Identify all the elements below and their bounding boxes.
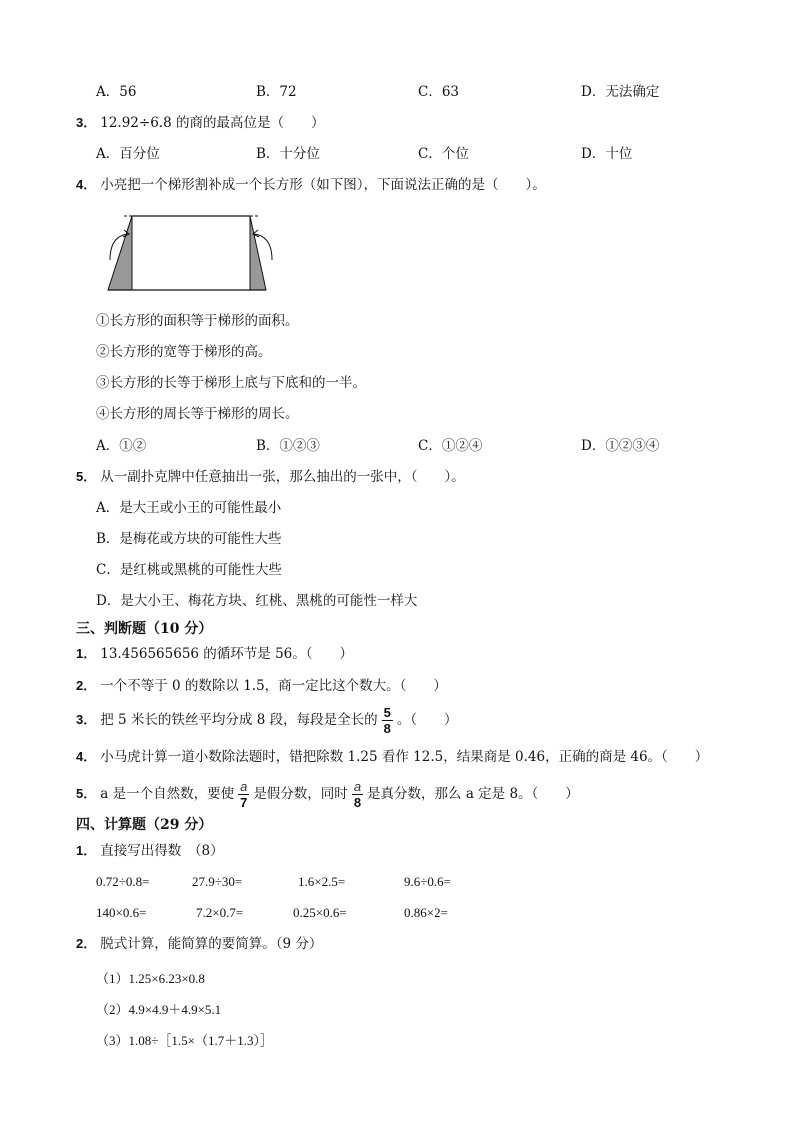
judge-item-1 <box>76 645 353 663</box>
calc-question-2 <box>76 935 322 953</box>
question-number: 1． <box>76 843 97 858</box>
question-text: 脱式计算，能简算的要简算。（9 分） <box>100 936 323 952</box>
question-5 <box>76 468 465 486</box>
left-cut-triangle <box>108 216 132 290</box>
question-text: 小亮把一个梯形割补成一个长方形（如下图），下面说法正确的是（ ）。 <box>100 177 546 193</box>
q5-option-b[interactable]: B．是梅花或方块的可能性大些 <box>96 531 282 547</box>
question-number: 3． <box>76 115 97 130</box>
judge-item-2 <box>76 677 447 695</box>
calc-cell: 0.25×0.6= <box>293 905 347 920</box>
q4-statement-2: ②长方形的宽等于梯形的高。 <box>96 344 272 360</box>
fraction <box>382 705 393 736</box>
question-text: 12.92÷6.8 的商的最高位是（ ） <box>100 115 325 131</box>
calc-cell: 140×0.6= <box>96 905 147 920</box>
q4-option-d[interactable]: D．①②③④ <box>581 438 660 454</box>
question-text: 13.456565656 的循环节是 56。（ ） <box>100 646 354 662</box>
question-number: 1． <box>76 646 97 661</box>
question-4 <box>76 176 546 194</box>
question-text: 是假分数，同时 <box>253 786 348 802</box>
fraction-denominator: 8 <box>353 795 362 810</box>
fraction <box>238 779 249 810</box>
q3-option-b[interactable]: B．十分位 <box>256 146 320 162</box>
question-text: 直接写出得数 （8） <box>100 843 224 859</box>
calc-cell: 9.6÷0.6= <box>404 874 451 889</box>
q2-option-a[interactable]: A．56 <box>96 84 137 100</box>
question-number: 4． <box>76 749 97 764</box>
question-number: 3． <box>76 712 97 727</box>
question-text: 一个不等于 0 的数除以 1.5，商一定比这个数大。（ ） <box>100 678 447 694</box>
calc-cell: 27.9÷30= <box>192 874 243 889</box>
question-text: 把 5 米长的铁丝平均分成 8 段，每段是全长的 <box>100 712 378 728</box>
question-number: 4． <box>76 177 97 192</box>
q4-option-a[interactable]: A．①② <box>96 438 147 454</box>
q4-statement-1: ①长方形的面积等于梯形的面积。 <box>96 313 299 329</box>
calc-cell: 0.86×2= <box>404 905 448 920</box>
calc-subitem-1: （1）1.25×6.23×0.8 <box>96 971 205 986</box>
fraction-denominator: 8 <box>383 721 391 736</box>
q2-option-b[interactable]: B．72 <box>256 84 297 100</box>
fraction-denominator: 7 <box>240 795 248 810</box>
q4-statement-3: ③长方形的长等于梯形上底与下底和的一半。 <box>96 375 366 391</box>
trapezoid-figure <box>100 210 280 300</box>
calc-cell: 0.72÷0.8= <box>96 874 150 889</box>
question-text-tail: 。（ ） <box>396 712 458 728</box>
fraction-numerator: 5 <box>383 705 391 720</box>
judge-item-3 <box>76 703 458 737</box>
fraction-numerator: a <box>240 779 248 794</box>
right-cut-triangle <box>250 216 266 290</box>
question-number: 5． <box>76 786 97 801</box>
calc-cell: 7.2×0.7= <box>196 905 244 920</box>
question-number: 2． <box>76 936 97 951</box>
question-text: a 是一个自然数，要使 <box>100 786 235 802</box>
q4-option-b[interactable]: B．①②③ <box>256 438 320 454</box>
q2-option-c[interactable]: C．63 <box>418 84 460 100</box>
q3-option-d[interactable]: D．十位 <box>581 146 633 162</box>
question-text: 小马虎计算一道小数除法题时，错把除数 1.25 看作 12.5，结果商是 0.46，正确的商是 46。（ ） <box>100 749 709 765</box>
calc-question-1 <box>76 842 224 860</box>
question-text-tail: 是真分数，那么 a 定是 8。（ ） <box>367 786 579 802</box>
q3-option-c[interactable]: C．个位 <box>418 146 469 162</box>
q5-option-a[interactable]: A．是大王或小王的可能性最小 <box>96 500 282 516</box>
fraction-numerator: a <box>353 779 362 794</box>
q5-option-d[interactable]: D．是大小王、梅花方块、红桃、黑桃的可能性一样大 <box>96 593 418 609</box>
question-number: 5． <box>76 469 97 484</box>
judge-item-5 <box>76 777 579 811</box>
q3-option-a[interactable]: A．百分位 <box>96 146 160 162</box>
calc-cell: 1.6×2.5= <box>298 874 346 889</box>
question-text: 从一副扑克牌中任意抽出一张，那么抽出的一张中，（ ）。 <box>100 469 465 485</box>
question-number: 2． <box>76 678 97 693</box>
q4-statement-4: ④长方形的周长等于梯形的周长。 <box>96 406 299 422</box>
calc-subitem-2: （2）4.9×4.9＋4.9×5.1 <box>96 1002 222 1017</box>
q4-option-c[interactable]: C．①②④ <box>418 438 483 454</box>
q2-option-d[interactable]: D．无法确定 <box>581 84 660 100</box>
section-3-title: 三、判断题（10 分） <box>76 621 213 637</box>
fraction <box>352 779 363 810</box>
q5-option-c[interactable]: C．是红桃或黑桃的可能性大些 <box>96 562 282 578</box>
question-3 <box>76 114 324 132</box>
judge-item-4 <box>76 748 708 766</box>
calc-subitem-3: （3）1.08÷［1.5×（1.7＋1.3）］ <box>96 1033 273 1048</box>
section-4-title: 四、计算题（29 分） <box>76 817 213 833</box>
